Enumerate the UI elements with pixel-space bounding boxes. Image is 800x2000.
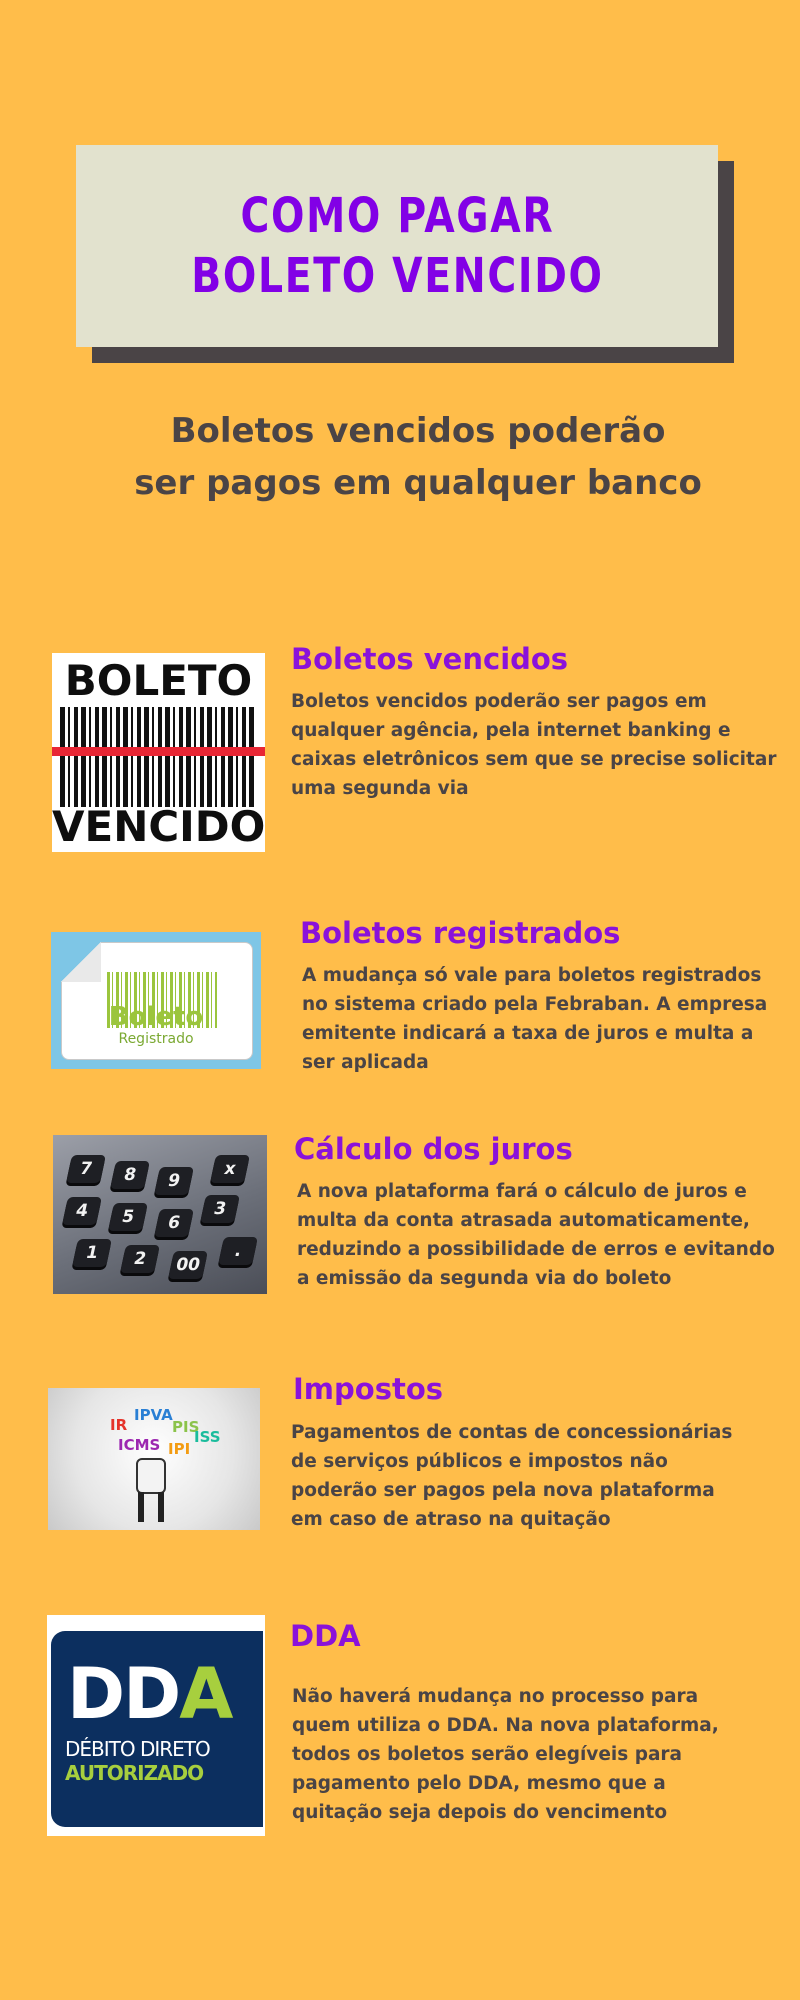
taxes-burden-icon: IR IPVA PIS ICMS IPI ISS	[48, 1388, 260, 1530]
body-line: no sistema criado pela Febraban. A empresa	[302, 994, 768, 1015]
dda-logo-dd: DD	[67, 1653, 180, 1735]
body-line: multa da conta atrasada automaticamente,	[297, 1210, 750, 1231]
calculator-key: 6	[154, 1209, 194, 1237]
calculator-key: 4	[62, 1197, 102, 1225]
calculator-key: x	[210, 1155, 250, 1183]
barcode-icon	[60, 707, 257, 807]
calculator-key: 5	[108, 1203, 148, 1231]
section-heading-boletos-registrados: Boletos registrados	[300, 916, 621, 950]
calculator-key: 8	[110, 1161, 150, 1189]
subtitle-line-1: Boletos vencidos poderão	[170, 411, 666, 451]
body-line: A mudança só vale para boletos registrados	[302, 965, 762, 986]
section-heading-boletos-vencidos: Boletos vencidos	[291, 642, 569, 676]
dda-logo-text	[67, 1653, 232, 1735]
body-line: reduzindo a possibilidade de erros e evitando	[297, 1239, 775, 1260]
calculator-key: 3	[200, 1195, 240, 1223]
subtitle-line-2: ser pagos em qualquer banco	[134, 463, 702, 503]
body-line: Boletos vencidos poderão ser pagos em	[291, 691, 707, 712]
person-body	[136, 1458, 166, 1494]
section-heading-calculo-juros: Cálculo dos juros	[294, 1132, 573, 1166]
body-line: qualquer agência, pela internet banking e	[291, 720, 731, 741]
title-box	[76, 145, 718, 347]
body-line: caixas eletrônicos sem que se precise solicitar	[291, 749, 777, 770]
boleto-label: Boleto	[108, 1002, 204, 1032]
calculator-icon	[53, 1135, 267, 1294]
barcode-red-line	[52, 747, 265, 756]
body-line: pagamento pelo DDA, mesmo que a	[292, 1773, 666, 1794]
calculator-key: .	[218, 1237, 258, 1265]
card-fold	[61, 942, 101, 982]
section-body-boletos-registrados	[302, 961, 767, 1077]
calculator-key: 00	[168, 1251, 208, 1279]
page-title-line-2: BOLETO VENCIDO	[190, 248, 604, 304]
calculator-key: 7	[66, 1155, 106, 1183]
body-line: em caso de atraso na quitação	[291, 1509, 611, 1530]
person-legs	[138, 1492, 164, 1522]
registrado-label: Registrado	[118, 1031, 194, 1047]
boleto-registrado-card-icon	[51, 932, 261, 1069]
body-line: uma segunda via	[291, 778, 469, 799]
body-line: A nova plataforma fará o cálculo de juros e	[297, 1181, 747, 1202]
boleto-vencido-bottom-text: VENCIDO	[52, 802, 265, 851]
body-line: quitação seja depois do vencimento	[292, 1802, 668, 1823]
page-title-line-1: COMO PAGAR	[240, 188, 554, 244]
section-body-dda	[292, 1682, 719, 1827]
body-line: todos os boletos serão elegíveis para	[292, 1744, 683, 1765]
body-line: quem utiliza o DDA. Na nova plataforma,	[292, 1715, 719, 1736]
boleto-vencido-barcode-icon	[52, 653, 265, 852]
subtitle	[0, 405, 800, 509]
section-body-calculo-juros	[297, 1177, 775, 1293]
section-heading-dda: DDA	[290, 1619, 361, 1653]
calculator-key: 1	[72, 1239, 112, 1267]
dda-logo-line-2: AUTORIZADO	[65, 1761, 204, 1785]
dda-logo-line-1: DÉBITO DIRETO	[65, 1737, 210, 1761]
calculator-key: 2	[120, 1245, 160, 1273]
dda-logo-icon	[47, 1615, 265, 1836]
boleto-vencido-top-text: BOLETO	[64, 656, 253, 705]
body-line: emitente indicará a taxa de juros e multa a	[302, 1023, 754, 1044]
body-line: Não haverá mudança no processo para	[292, 1686, 699, 1707]
section-heading-impostos: Impostos	[293, 1372, 443, 1406]
body-line: de serviços públicos e impostos não	[291, 1451, 668, 1472]
body-line: poderão ser pagos pela nova plataforma	[291, 1480, 715, 1501]
body-line: a emissão da segunda via do boleto	[297, 1268, 672, 1289]
calculator-key: 9	[154, 1167, 194, 1195]
body-line: ser aplicada	[302, 1052, 429, 1073]
body-line: Pagamentos de contas de concessionárias	[291, 1422, 733, 1443]
section-body-boletos-vencidos	[291, 687, 776, 803]
dda-logo-a: A	[179, 1653, 232, 1735]
section-body-impostos	[291, 1418, 732, 1534]
